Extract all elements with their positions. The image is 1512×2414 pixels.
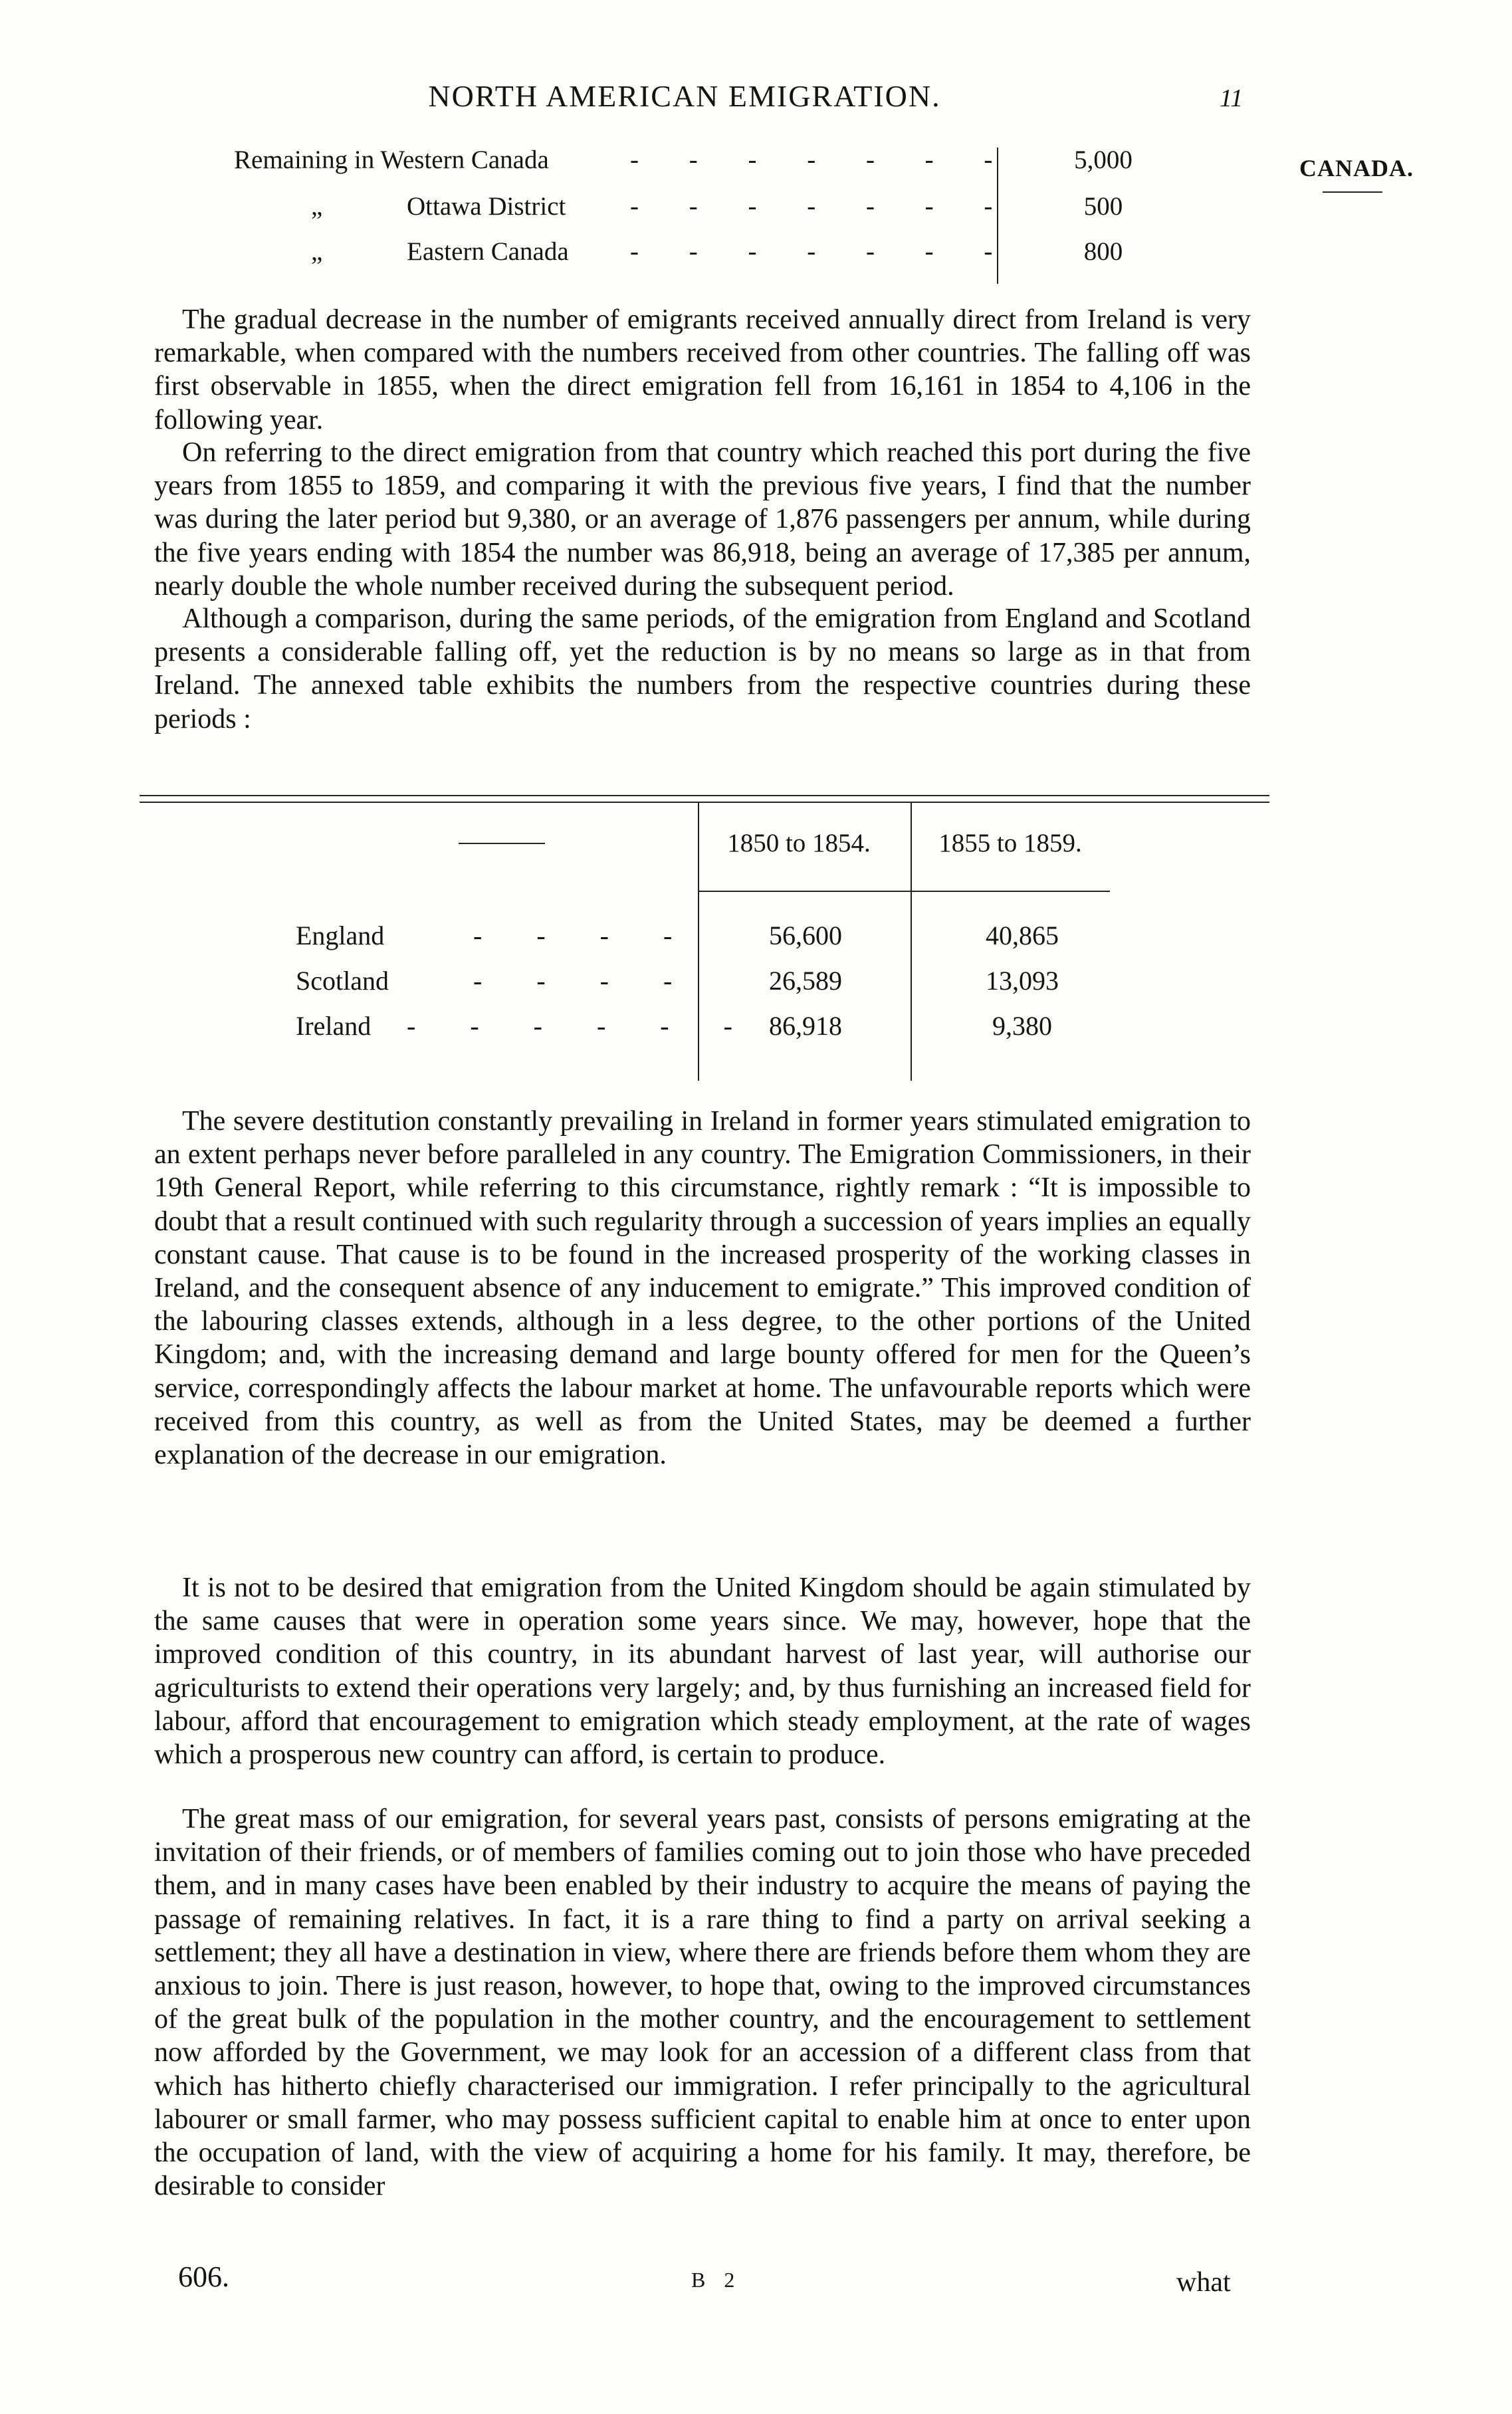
stub-header-dash xyxy=(459,843,545,844)
column-rule xyxy=(911,802,912,1081)
distribution-value: 800 xyxy=(1083,237,1123,266)
sheet-mark: B 2 xyxy=(691,2268,742,2292)
margin-note: CANADA. xyxy=(1299,155,1414,181)
paragraph: It is not to be desired that emigration from the United Kingdom should be again stimulated by the same causes that were in operation some years since. We may, however, hope that the improved condition of this country, in its abundant harvest of last year, will authorise our agriculturists to extend their operations very largely; and, by thus furnishing an increased field for labour, afford that encouragement to emigration which steady employment, at the rate of wages which a prosperous new country can afford, is certain to produce. xyxy=(154,1573,1251,1771)
signature-number: 606. xyxy=(178,2260,229,2293)
page-number: 11 xyxy=(1220,84,1243,112)
paragraph: Although a comparison, during the same periods, of the emigration from England and Scotland presents a considerable falling off, yet the reduction is by no means so large as in that from Ireland. The annexed table exhibits the numbers from the respective countries during these periods : xyxy=(154,604,1251,734)
table-row-label: England xyxy=(296,921,385,950)
paragraph: On referring to the direct emigration from that country which reached this port during the five years from 1855 to 1859, and comparing it with the previous five years, I find that the number was during the later period but 9,380, or an average of 1,876 passengers per annum, while during the five years ending with 1854 the number was 86,918, being an average of 17,385 per annum, nearly double the whole number received during the subsequent period. xyxy=(154,437,1251,602)
distribution-label: Ottawa District xyxy=(407,192,566,221)
distribution-label: Remaining in Western Canada xyxy=(234,146,549,174)
column-rule xyxy=(997,148,998,284)
page-title: NORTH AMERICAN EMIGRATION. xyxy=(428,79,941,113)
distribution-label: Eastern Canada xyxy=(407,237,569,266)
table-cell: 40,865 xyxy=(986,921,1059,950)
table-top-rule xyxy=(140,802,1269,803)
table-cell: 9,380 xyxy=(992,1011,1052,1041)
ditto-mark: „ xyxy=(311,192,323,221)
column-header: 1855 to 1859. xyxy=(938,829,1082,857)
paragraph: The severe destitution constantly prevailing in Ireland in former years stimulated emigration to an extent perhaps never before paralleled in any country. The Emigration Commissioners, in their 19th General Report, while referring to this circumstance, rightly remark : “It is impossible to doubt that a result continued with such regularity through a succession of years implies an equally constant cause. That cause is to be found in the increased prosperity of the working classes in Ireland, and the consequent absence of any inducement to emigrate.” This improved condition of the labouring classes extends, although in a less degree, to the other portions of the United Kingdom; and, with the increasing demand and large bounty offered for men for the Queen’s service, correspondingly affects the labour market at home. The unfavourable reports which were received from this country, as well as from the United States, may be deemed a further explanation of the decrease in our emigration. xyxy=(154,1106,1251,1471)
paragraph: The great mass of our emigration, for several years past, consists of persons emigrating at the invitation of their friends, or of members of families coming out to join those who have preceded them, and in many cases have been enabled by their industry to acquire the means of paying the passage of remaining relatives. In fact, it is a rare thing to find a party on arrival seeking a settlement; they all have a destination in view, where there are friends before them whom they are anxious to join. There is just reason, however, to hope that, owing to the improved circumstances of the great bulk of the population in the mother country, and the encouragement to settlement now afforded by the Government, we may look for an accession of a different class from that which has hitherto chiefly characterised our immigration. I refer principally to the agricultural labourer or small farmer, who may possess sufficient capital to enable him at once to enter upon the occupation of land, with the view of acquiring a home for his family. It may, therefore, be desirable to consider xyxy=(154,1804,1251,2202)
ditto-mark: „ xyxy=(311,237,323,266)
table-row-label: Ireland xyxy=(296,1011,372,1041)
leader-dashes: - - - - xyxy=(473,966,697,996)
leader-dashes: - - - - - - - xyxy=(630,192,1015,221)
table-top-rule xyxy=(140,795,1269,796)
distribution-value: 5,000 xyxy=(1074,146,1133,174)
paragraph: The gradual decrease in the number of emigrants received annually direct from Ireland is very remarkable, when compared with the numbers received from other countries. The falling off was first observable in 1855, when the direct emigration fell from 16,161 in 1854 to 4,106 in the following year. xyxy=(154,304,1251,435)
header-rule xyxy=(698,891,1110,892)
table-cell: 86,918 xyxy=(769,1011,842,1041)
margin-rule xyxy=(1323,191,1382,193)
leader-dashes: - - - - xyxy=(473,921,697,950)
table-cell: 26,589 xyxy=(769,966,842,996)
table-row-label: Scotland xyxy=(296,966,389,996)
distribution-value: 500 xyxy=(1083,192,1123,221)
table-cell: 56,600 xyxy=(769,921,842,950)
table-cell: 13,093 xyxy=(986,966,1059,996)
column-header: 1850 to 1854. xyxy=(727,829,871,857)
leader-dashes: - - - - - - - xyxy=(630,146,1015,174)
leader-dashes: - - - - - - - xyxy=(630,237,1015,266)
leader-dashes: - - - - - - xyxy=(407,1011,756,1041)
catchword: what xyxy=(1176,2267,1231,2298)
